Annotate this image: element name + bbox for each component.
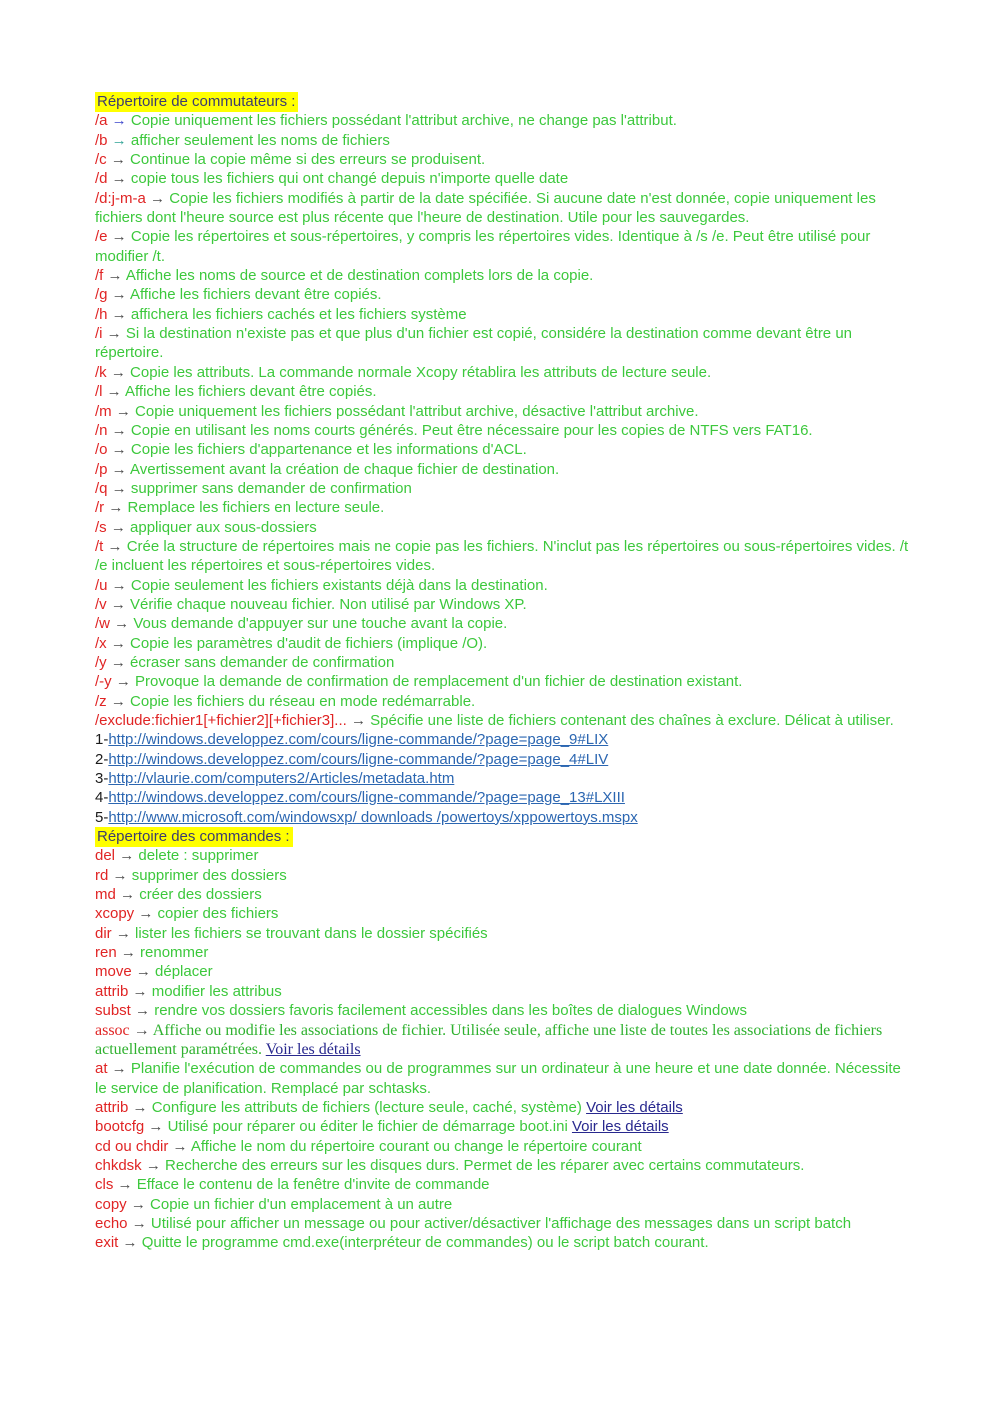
arrow-icon: →: [106, 595, 131, 613]
arrow-icon: →: [106, 363, 131, 381]
command-item: [95, 1001, 913, 1020]
arrow-icon: →: [107, 441, 131, 459]
arrow-icon: →: [128, 1098, 152, 1116]
command-description: Affiche le nom du répertoire courant ou change le répertoire courant: [190, 1137, 642, 1155]
command-description: Affiche les fichiers devant être copiés.: [125, 383, 377, 401]
command-description: Configure les attributs de fichiers (lecture seule, caché, système): [151, 1098, 582, 1116]
arrow-icon: →: [115, 886, 140, 904]
command-name: attrib: [95, 982, 129, 1000]
command-description: Copie les fichiers du réseau en mode redémarrable.: [130, 692, 476, 710]
link-number: 5-: [95, 808, 109, 826]
command-name: /u: [95, 576, 108, 594]
command-name: /m: [95, 402, 112, 420]
arrow-icon: →: [128, 982, 152, 1000]
command-item: [95, 943, 913, 962]
command-name: echo: [95, 1214, 128, 1232]
command-description: copie tous les fichiers qui ont changé depuis n'importe quelle date: [130, 170, 569, 188]
command-description: Vous demande d'appuyer sur une touche avant la copie.: [133, 615, 508, 633]
command-item: [95, 904, 913, 923]
command-name: /exclude:fichier1[+fichier2][+fichier3]...: [95, 712, 347, 729]
command-description: écraser sans demander de confirmation: [130, 653, 395, 671]
command-name: subst: [95, 1002, 131, 1020]
command-description: Utilisé pour afficher un message ou pour activer/désactiver l'affichage des messages dans un script batch: [150, 1214, 852, 1232]
external-link[interactable]: http://www.microsoft.com/windowsxp/ downloads /powertoys/xppowertoys.mspx: [108, 808, 638, 826]
command-name: /p: [95, 460, 108, 478]
command-item: [95, 866, 913, 885]
command-name: /w: [95, 615, 110, 633]
command-description: Copie les paramètres d'audit de fichiers (implique /O).: [130, 634, 488, 652]
command-name: at: [95, 1060, 108, 1078]
command-description: Affiche les fichiers devant être copiés.: [130, 286, 382, 304]
command-item: [95, 924, 913, 943]
command-name: attrib: [95, 1098, 129, 1116]
command-item: [95, 382, 913, 401]
arrow-icon: →: [145, 189, 170, 207]
command-description: modifier les attribus: [151, 982, 282, 1000]
command-item: [95, 111, 913, 130]
command-description: Spécifie une liste de fichiers contenant des chaînes à exclure. Délicat à utiliser.: [370, 712, 894, 729]
command-item: [95, 324, 913, 363]
command-item: [95, 1214, 913, 1233]
command-name: /t: [95, 537, 104, 555]
arrow-icon: →: [111, 402, 136, 420]
command-description: lister les fichiers se trouvant dans le dossier spécifiés: [135, 924, 488, 942]
arrow-icon: →: [107, 421, 131, 439]
arrow-icon: →: [111, 673, 136, 691]
command-item: [95, 1175, 913, 1194]
external-link[interactable]: http://vlaurie.com/computers2/Articles/metadata.htm: [108, 770, 455, 788]
command-name: rd: [95, 866, 109, 884]
command-name: /g: [95, 286, 108, 304]
command-name: /v: [95, 595, 107, 613]
command-name: cls: [95, 1176, 114, 1194]
command-description: Copie les attributs. La commande normale Xcopy rétablira les attributs de lecture seule.: [130, 363, 712, 381]
command-name: ren: [95, 944, 117, 962]
command-item: [95, 1059, 913, 1098]
arrow-icon: →: [144, 1118, 168, 1136]
command-item: [95, 672, 913, 691]
arrow-icon: →: [107, 286, 131, 304]
command-item: [95, 1117, 913, 1136]
command-description: Copie les fichiers d'appartenance et les informations d'ACL.: [130, 441, 527, 459]
arrow-icon: →: [116, 944, 141, 962]
command-name: /n: [95, 421, 108, 439]
command-description: Quitte le programme cmd.exe(interpréteur de commandes) ou le script batch courant.: [141, 1234, 709, 1252]
arrow-icon: →: [107, 131, 131, 149]
command-name: /-y: [95, 673, 112, 691]
arrow-icon: →: [107, 479, 131, 497]
arrow-icon: →: [118, 1234, 142, 1252]
command-name: move: [95, 963, 132, 981]
command-item: [95, 711, 913, 730]
command-item: [95, 131, 913, 150]
arrow-icon: →: [104, 499, 128, 517]
arrow-icon: →: [106, 151, 131, 169]
command-item: [95, 1137, 913, 1156]
arrow-icon: →: [107, 305, 131, 323]
arrow-icon: →: [107, 112, 131, 130]
command-description: supprimer des dossiers: [131, 866, 287, 884]
command-name: cd ou chdir: [95, 1137, 169, 1155]
command-description: affichera les fichiers cachés et les fichiers système: [130, 305, 467, 323]
arrow-icon: →: [107, 460, 131, 478]
arrow-icon: →: [126, 1195, 151, 1213]
command-name: dir: [95, 924, 112, 942]
command-name: /l: [95, 383, 103, 401]
command-description: Efface le contenu de la fenêtre d'invite de commande: [136, 1176, 490, 1194]
command-description: Avertissement avant la création de chaque fichier de destination.: [130, 460, 560, 478]
arrow-icon: →: [102, 325, 126, 343]
command-name: assoc: [95, 1021, 130, 1039]
arrow-icon: →: [113, 1176, 137, 1194]
command-description: Si la destination n'existe pas et que plus d'un fichier est copié, considére la destination comme devant être un répertoire.: [95, 325, 853, 362]
command-description: Copie seulement les fichiers existants déjà dans la destination.: [130, 576, 548, 594]
command-name: /x: [95, 634, 107, 652]
command-description: Affiche les noms de source et de destination complets lors de la copie.: [125, 267, 594, 285]
external-link[interactable]: http://windows.developpez.com/cours/ligne-commande/?page=page_4#LIV: [108, 750, 609, 768]
command-description: Copie un fichier d'un emplacement à un autre: [150, 1195, 453, 1213]
command-description: Copie les fichiers modifiés à partir de la date spécifiée. Si aucune date n'est donnée, copie uniquement les fichiers dont l'heure source est plus récente que l'heure de destination. Utile pour les sauvegardes.: [95, 189, 876, 227]
command-name: chkdsk: [95, 1156, 142, 1174]
command-item: [95, 595, 913, 614]
reference-link-line: [95, 788, 913, 807]
arrow-icon: →: [106, 634, 131, 652]
command-item: [95, 479, 913, 498]
command-description: appliquer aux sous-dossiers: [130, 518, 317, 536]
command-item: [95, 1156, 913, 1175]
arrow-icon: →: [111, 924, 136, 942]
command-item: [95, 460, 913, 479]
reference-link-line: [95, 750, 913, 769]
arrow-icon: →: [106, 692, 131, 710]
command-description: Copie en utilisant les noms courts générés. Peut être nécessaire pour les copies de NTFS vers FAT16.: [130, 421, 813, 439]
link-number: 1-: [95, 731, 109, 749]
command-name: /k: [95, 363, 107, 381]
arrow-icon: →: [106, 518, 131, 536]
arrow-icon: →: [110, 615, 134, 633]
command-name: /f: [95, 267, 104, 285]
command-description: Crée la structure de répertoires mais ne copie pas les fichiers. N'inclut pas les répertoires ou sous-répertoires vides. /t /e incluent les répertoires et sous-répertoires vides.: [95, 537, 909, 575]
command-item: [95, 363, 913, 382]
command-name: /a: [95, 112, 108, 130]
reference-link-line: [95, 808, 913, 827]
command-item: [95, 402, 913, 421]
command-description: Copie uniquement les fichiers possédant l'attribut archive, désactive l'attribut archive.: [135, 402, 699, 420]
arrow-icon: →: [107, 228, 131, 246]
command-name: del: [95, 847, 116, 865]
details-link[interactable]: Voir les détails: [571, 1118, 669, 1136]
command-description: afficher seulement les noms de fichiers: [130, 131, 390, 149]
command-item: [95, 982, 913, 1001]
command-item: [95, 1021, 913, 1060]
command-name: md: [95, 886, 116, 904]
command-item: [95, 1098, 913, 1117]
arrow-icon: →: [107, 576, 131, 594]
command-item: [95, 518, 913, 537]
arrow-icon: →: [107, 170, 131, 188]
command-item: [95, 692, 913, 711]
command-description: Remplace les fichiers en lecture seule.: [127, 499, 385, 517]
command-item: [95, 498, 913, 517]
arrow-icon: →: [129, 1021, 153, 1039]
command-name: /c: [95, 151, 107, 169]
command-item: [95, 962, 913, 981]
command-description: Continue la copie même si des erreurs se produisent.: [130, 151, 486, 169]
reference-link-line: [95, 730, 913, 749]
command-name: /r: [95, 499, 105, 517]
arrow-icon: →: [127, 1214, 151, 1232]
command-item: [95, 189, 913, 228]
command-description: Vérifie chaque nouveau fichier. Non utilisé par Windows XP.: [130, 595, 527, 613]
arrow-icon: →: [168, 1137, 191, 1155]
command-name: xcopy: [95, 905, 135, 923]
command-item: [95, 150, 913, 169]
section-heading: [95, 827, 913, 846]
command-name: /e: [95, 228, 108, 246]
arrow-icon: →: [134, 905, 158, 923]
command-name: /d: [95, 170, 108, 188]
command-description: déplacer: [155, 963, 213, 981]
link-number: 4-: [95, 789, 109, 807]
command-item: [95, 421, 913, 440]
external-link[interactable]: http://windows.developpez.com/cours/ligne-commande/?page=page_13#LXIII: [108, 789, 625, 807]
command-item: [95, 1195, 913, 1214]
arrow-icon: →: [103, 267, 126, 285]
command-description: delete : supprimer: [138, 847, 259, 865]
arrow-icon: →: [130, 1002, 155, 1020]
command-name: exit: [95, 1234, 119, 1252]
arrow-icon: →: [106, 653, 131, 671]
command-description: Affiche ou modifie les associations de fichier. Utilisée seule, affiche une liste de toutes les associations de fichiers actuellement paramétrées.: [95, 1021, 883, 1058]
command-description: renommer: [140, 944, 209, 962]
arrow-icon: →: [346, 712, 371, 729]
command-item: [95, 614, 913, 633]
command-name: /h: [95, 305, 108, 323]
command-name: /o: [95, 441, 108, 459]
command-item: [95, 653, 913, 672]
command-description: Recherche des erreurs sur les disques durs. Permet de les réparer avec certains commutateurs.: [165, 1156, 805, 1174]
command-name: copy: [95, 1195, 127, 1213]
arrow-icon: →: [131, 963, 156, 981]
link-number: 3-: [95, 770, 109, 788]
link-number: 2-: [95, 750, 109, 768]
command-description: supprimer sans demander de confirmation: [130, 479, 412, 497]
arrow-icon: →: [115, 847, 139, 865]
command-item: [95, 537, 913, 576]
arrow-icon: →: [141, 1156, 166, 1174]
command-item: [95, 885, 913, 904]
section-heading: [95, 92, 913, 111]
arrow-icon: →: [107, 1060, 131, 1078]
command-description: rendre vos dossiers favoris facilement accessibles dans les boîtes de dialogues Windows: [154, 1002, 747, 1020]
document-content: [95, 92, 913, 1253]
command-description: Copie uniquement les fichiers possédant l'attribut archive, ne change pas l'attribut.: [130, 112, 677, 130]
command-name: /i: [95, 325, 103, 343]
details-link[interactable]: Voir les détails: [265, 1040, 361, 1058]
details-link[interactable]: Voir les détails: [586, 1098, 683, 1116]
command-item: [95, 305, 913, 324]
command-description: Planifie l'exécution de commandes ou de programmes sur un ordinateur à une heure et une date donnée. Nécessite le service de planification. Remplacé par schtasks.: [95, 1060, 901, 1097]
command-name: /y: [95, 653, 107, 671]
command-item: [95, 169, 913, 188]
command-item: [95, 846, 913, 865]
command-name: bootcfg: [95, 1118, 145, 1136]
command-name: /b: [95, 131, 108, 149]
section-heading-text: Répertoire de commutateurs :: [95, 92, 298, 112]
command-name: /s: [95, 518, 107, 536]
command-name: /z: [95, 692, 107, 710]
command-item: [95, 634, 913, 653]
command-item: [95, 285, 913, 304]
external-link[interactable]: http://windows.developpez.com/cours/ligne-commande/?page=page_9#LIX: [108, 731, 609, 749]
command-item: [95, 1233, 913, 1252]
command-item: [95, 227, 913, 266]
command-description: Utilisé pour réparer ou éditer le fichier de démarrage boot.ini: [167, 1118, 568, 1136]
arrow-icon: →: [103, 537, 127, 555]
command-item: [95, 266, 913, 285]
command-name: /d:j-m-a: [95, 189, 146, 207]
command-description: créer des dossiers: [139, 886, 262, 904]
section-heading-text: Répertoire des commandes :: [95, 827, 293, 847]
arrow-icon: →: [102, 383, 126, 401]
command-item: [95, 440, 913, 459]
arrow-icon: →: [108, 866, 132, 884]
command-description: Provoque la demande de confirmation de remplacement d'un fichier de destination existant.: [135, 673, 743, 691]
command-item: [95, 576, 913, 595]
command-description: copier des fichiers: [157, 905, 279, 923]
command-name: /q: [95, 479, 108, 497]
command-description: Copie les répertoires et sous-répertoires, y compris les répertoires vides. Identique à /s /e. Peut être utilisé pour modifier /t.: [95, 228, 871, 265]
reference-link-line: [95, 769, 913, 788]
